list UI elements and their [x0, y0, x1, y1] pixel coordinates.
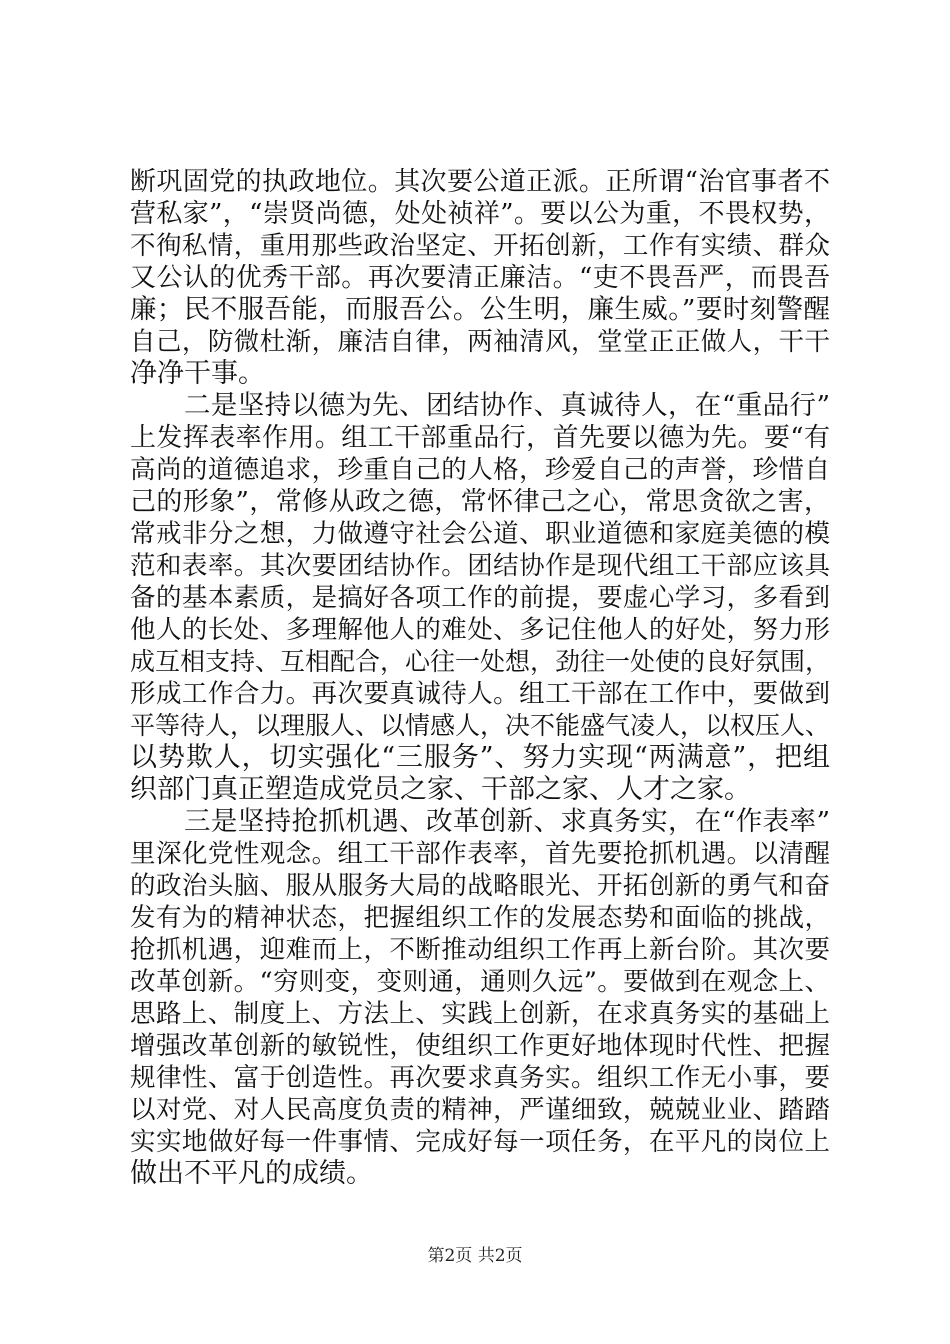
text-line: 增强改革创新的敏锐性，使组织工作更好地体现时代性、把握	[130, 1031, 830, 1061]
text-line: 断巩固党的执政地位。其次要公道正派。正所谓“治官事者不	[130, 167, 830, 197]
text-line: 规律性、富于创造性。再次要求真务实。组织工作无小事，要	[130, 1063, 830, 1093]
text-line: 织部门真正塑造成党员之家、干部之家、人才之家。	[130, 774, 751, 805]
text-line: 范和表率。其次要团结协作。团结协作是现代组工干部应该具	[130, 551, 830, 581]
text-line: 他人的长处、多理解他人的难处、多记住他人的好处，努力形	[130, 615, 830, 645]
text-line: 备的基本素质，是搞好各项工作的前提，要虚心学习，多看到	[130, 583, 830, 613]
text-line: 实实地做好每一件事情、完成好每一项任务，在平凡的岗位上	[130, 1127, 830, 1157]
text-line: 成互相支持、互相配合，心往一处想，劲往一处使的良好氛围，	[130, 647, 831, 676]
document-body	[130, 166, 830, 1190]
text-line: 以对党、对人民高度负责的精神，严谨细致，兢兢业业、踏踏	[130, 1095, 830, 1125]
text-line: 营私家”，“崇贤尚德，处处祯祥”。要以公为重，不畏权势，	[130, 199, 830, 229]
text-line: 改革创新。“穷则变，变则通，通则久远”。要做到在观念上、	[130, 967, 830, 997]
page-footer: 第2页 共2页	[427, 1246, 523, 1266]
text-line: 廉；民不服吾能，而服吾公。公生明，廉生威。”要时刻警醒	[130, 294, 830, 325]
text-line: 不徇私情，重用那些政治坚定、开拓创新，工作有实绩、群众	[130, 231, 830, 261]
text-line: 思路上、制度上、方法上、实践上创新，在求真务实的基础上	[130, 999, 830, 1029]
text-line: 抢抓机遇，迎难而上，不断推动组织工作再上新台阶。其次要	[130, 935, 830, 965]
text-line: 做出不平凡的成绩。	[130, 1158, 373, 1189]
text-line: 里深化党性观念。组工干部作表率，首先要抢抓机遇。以清醒	[130, 839, 830, 869]
text-line: 平等待人，以理服人、以情感人，决不能盛气凌人，以权压人、	[130, 711, 831, 740]
text-line: 又公认的优秀干部。再次要清正廉洁。“吏不畏吾严，而畏吾	[130, 263, 830, 293]
text-line: 净净干事。	[130, 358, 265, 389]
text-line: 常戒非分之想，力做遵守社会公道、职业道德和家庭美德的模	[130, 519, 830, 549]
text-line: 发有为的精神状态，把握组织工作的发展态势和面临的挑战，	[130, 903, 830, 933]
text-line: 高尚的道德追求，珍重自己的人格，珍爱自己的声誉，珍惜自	[130, 455, 830, 485]
text-line: 己的形象”，常修从政之德，常怀律己之心，常思贪欲之害，	[130, 487, 830, 517]
text-line: 三是坚持抢抓机遇、改革创新、求真务实，在“作表率”	[184, 806, 830, 837]
text-line: 的政治头脑、服从服务大局的战略眼光、开拓创新的勇气和奋	[130, 871, 830, 901]
text-line: 自己，防微杜渐，廉洁自律，两袖清风，堂堂正正做人，干干	[130, 327, 830, 357]
text-line: 形成工作合力。再次要真诚待人。组工干部在工作中，要做到	[130, 679, 830, 709]
text-line: 以势欺人，切实强化“三服务”、努力实现“两满意”，把组	[130, 742, 830, 773]
text-line: 二是坚持以德为先、团结协作、真诚待人，在“重品行”	[184, 390, 830, 421]
text-line: 上发挥表率作用。组工干部重品行，首先要以德为先。要“有	[130, 423, 830, 453]
